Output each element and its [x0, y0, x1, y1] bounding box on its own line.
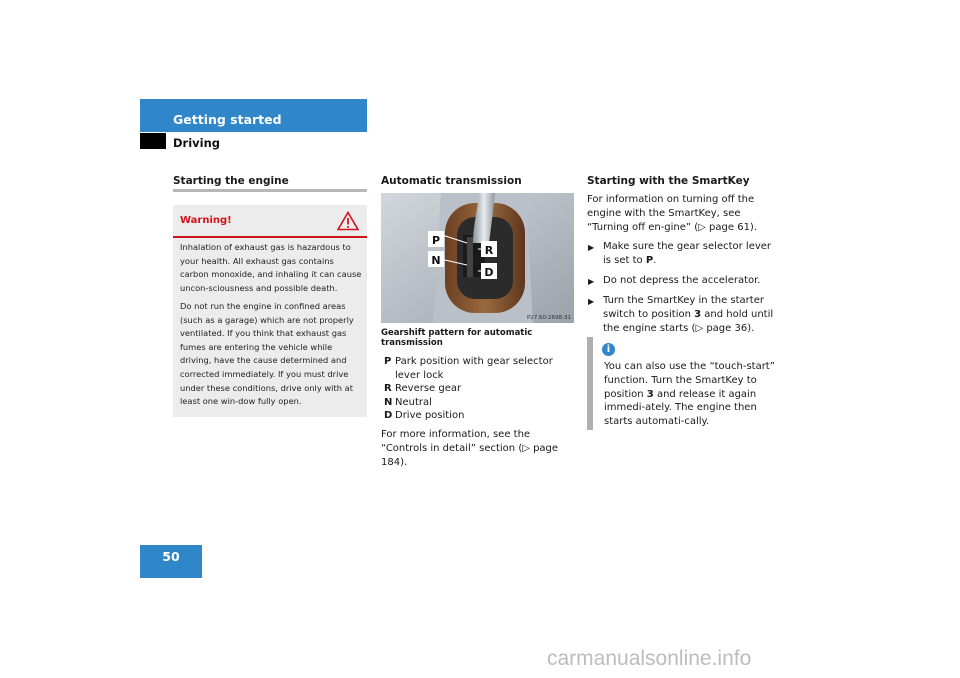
- heading-starting-engine: Starting the engine: [173, 175, 289, 187]
- gear-desc: Drive position: [395, 410, 465, 421]
- warning-triangle-icon: [337, 211, 359, 231]
- label-d: D: [484, 266, 494, 279]
- gear-key: P: [384, 356, 392, 367]
- info-note: You can also use the “touch-start” function. Turn the SmartKey to position 3 and release it again immedi-ately. The engine then starts automati-cally.: [604, 361, 775, 428]
- gearshift-photo: [381, 193, 574, 323]
- gear-key: R: [384, 383, 392, 394]
- label-n: N: [431, 254, 441, 267]
- warning-title: Warning!: [180, 215, 232, 226]
- gear-desc: Reverse gear: [395, 383, 462, 394]
- header-marker: [140, 133, 166, 149]
- image-caption: Gearshift pattern for automatic transmission: [381, 328, 533, 348]
- warning-paragraph-1: Inhalation of exhaust gas is hazardous to your health. All exhaust gas contains carbon monoxide, and inhaling it can cause uncon-sciousness and possible death.: [180, 242, 362, 293]
- gear-item-reverse: [384, 382, 574, 396]
- bullet-arrow-icon: ▶: [588, 243, 595, 252]
- bullet-item-2: ▶ Do not depress the accelerator.: [588, 274, 783, 289]
- bullet-item-1: ▶ Make sure the gear selector lever is set to P.: [588, 241, 772, 266]
- label-r: R: [484, 244, 494, 257]
- warning-divider: [173, 236, 367, 238]
- smartkey-intro: For information on turning off the engine with the SmartKey, see “Turning off en-gine” (▷ page 61).: [587, 194, 758, 233]
- gear-key: D: [384, 410, 393, 421]
- warning-paragraph-2: Do not run the engine in confined areas (such as a garage) which are not properly ventilated. If you think that exhaust gas fumes are entering the vehicle while driving, have the cause determined and corrected immediately. If you must drive under these conditions, drive only with at least one win-dow fully open.: [180, 301, 354, 407]
- label-p: P: [431, 234, 441, 247]
- gear-item-neutral: [384, 396, 574, 410]
- heading-rule: [173, 189, 367, 192]
- gear-item-drive: [384, 409, 574, 423]
- bullet-item-3: ▶ Turn the SmartKey in the starter switch to position 3 and hold until the engine starts (▷ page 36).: [588, 295, 774, 334]
- gear-key: N: [384, 397, 393, 408]
- subsection-title: Driving: [173, 136, 221, 150]
- more-info-reference: For more information, see the “Controls in detail” section (▷ page 184).: [381, 429, 559, 468]
- info-icon: i: [602, 343, 615, 356]
- image-code: P27.60-2698-31: [526, 315, 571, 321]
- section-title: Getting started: [173, 112, 282, 127]
- gear-desc: Park position with gear selector lever lock: [395, 356, 553, 381]
- gear-item-park: [384, 355, 574, 382]
- bullet-arrow-icon: ▶: [588, 297, 595, 306]
- gear-desc: Neutral: [395, 397, 432, 408]
- bullet-arrow-icon: ▶: [588, 277, 595, 286]
- page-number: 50: [162, 549, 180, 564]
- heading-smartkey: Starting with the SmartKey: [587, 175, 750, 187]
- watermark[interactable]: carmanualsonline.info: [547, 647, 752, 670]
- info-sidebar: [587, 337, 593, 430]
- heading-automatic-transmission: Automatic transmission: [381, 175, 522, 187]
